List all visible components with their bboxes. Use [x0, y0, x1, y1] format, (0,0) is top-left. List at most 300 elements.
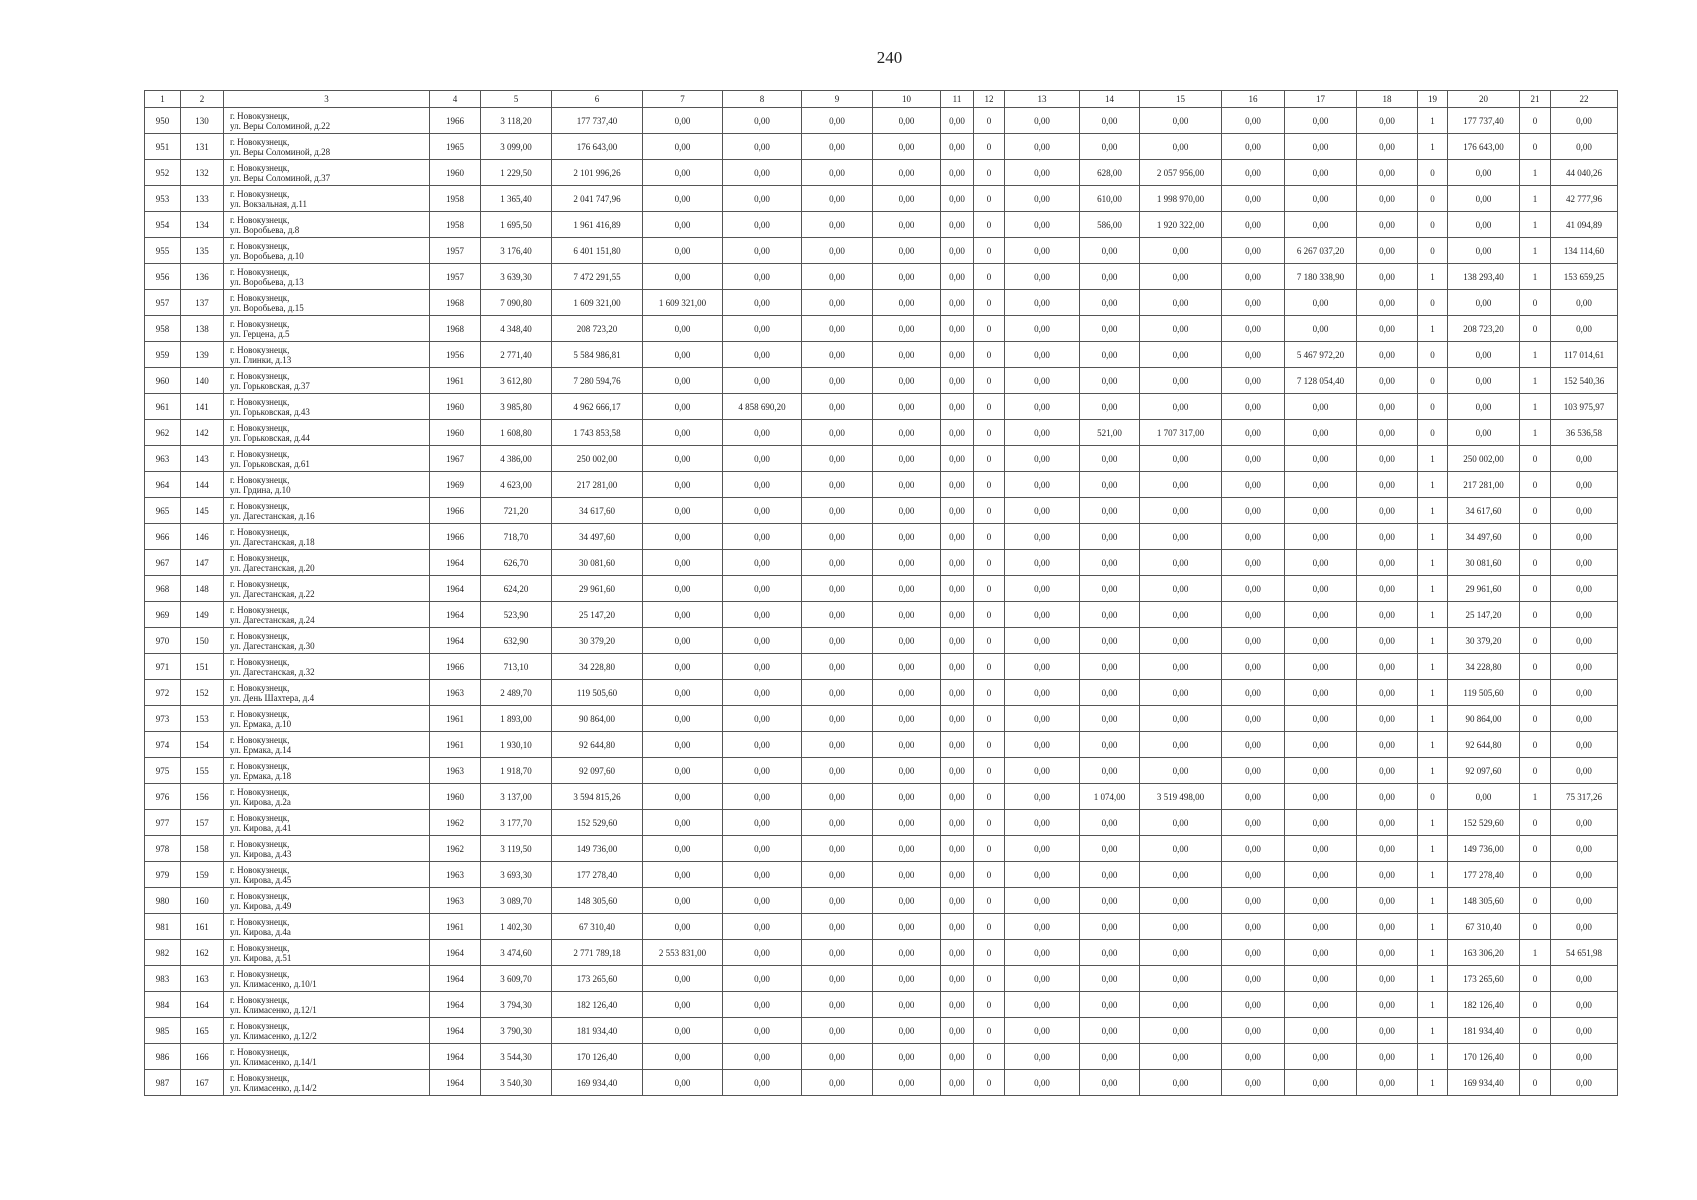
table-cell: 0,00	[1222, 108, 1285, 134]
table-cell: 0,00	[941, 836, 974, 862]
address-city: г. Новокузнецк,	[230, 344, 290, 355]
table-cell: 0,00	[643, 446, 723, 472]
table-cell: 0,00	[723, 186, 802, 212]
address-city: г. Новокузнецк,	[230, 500, 290, 511]
table-cell: 0,00	[1551, 134, 1618, 160]
table-cell: 0,00	[802, 290, 873, 316]
table-cell: 1966	[430, 108, 481, 134]
table-cell: 0,00	[1080, 550, 1140, 576]
table-cell: 0,00	[1285, 940, 1357, 966]
table-cell: 0,00	[723, 550, 802, 576]
table-cell: 0,00	[1551, 472, 1618, 498]
table-cell: 4 858 690,20	[723, 394, 802, 420]
address-cell	[224, 420, 430, 446]
table-cell: 1	[1418, 654, 1448, 680]
table-cell: 1966	[430, 498, 481, 524]
table-cell: 1	[1418, 940, 1448, 966]
table-cell: 1964	[430, 940, 481, 966]
table-row	[145, 368, 1618, 394]
table-cell: 1958	[430, 186, 481, 212]
column-header: 8	[723, 91, 802, 108]
table-cell: 0,00	[1551, 524, 1618, 550]
table-cell: 152 529,60	[552, 810, 643, 836]
table-cell: 1964	[430, 1070, 481, 1096]
table-cell: 0,00	[1005, 784, 1080, 810]
table-cell: 1 893,00	[481, 706, 552, 732]
table-cell: 0,00	[643, 810, 723, 836]
table-cell: 0,00	[802, 316, 873, 342]
table-cell: 1	[1418, 810, 1448, 836]
table-cell: 0,00	[1551, 836, 1618, 862]
column-header: 21	[1520, 91, 1551, 108]
table-cell: 0,00	[1551, 654, 1618, 680]
table-cell: 0,00	[1080, 290, 1140, 316]
table-cell: 0	[1520, 732, 1551, 758]
address-street: ул. Дагестанская, д.32	[230, 666, 315, 677]
table-cell: 0,00	[723, 732, 802, 758]
table-cell: 0,00	[1222, 524, 1285, 550]
column-header: 7	[643, 91, 723, 108]
table-cell: 0,00	[1357, 758, 1418, 784]
address-city: г. Новокузнецк,	[230, 266, 290, 277]
table-cell: 0,00	[1551, 1018, 1618, 1044]
table-cell: 981	[145, 914, 181, 940]
table-cell: 0,00	[1285, 576, 1357, 602]
table-cell: 0,00	[941, 186, 974, 212]
table-cell: 132	[181, 160, 224, 186]
table-cell: 0,00	[1285, 992, 1357, 1018]
table-cell: 0,00	[1551, 1070, 1618, 1096]
table-cell: 0,00	[873, 1070, 941, 1096]
address-cell	[224, 368, 430, 394]
table-cell: 0	[1520, 602, 1551, 628]
address-street: ул. Веры Соломиной, д.28	[230, 146, 331, 157]
table-cell: 4 962 666,17	[552, 394, 643, 420]
table-cell: 0,00	[643, 134, 723, 160]
table-cell: 0,00	[1140, 628, 1222, 654]
table-cell: 0,00	[723, 836, 802, 862]
address-city: г. Новокузнецк,	[230, 812, 290, 823]
table-cell: 0,00	[1005, 1018, 1080, 1044]
table-cell: 0,00	[723, 316, 802, 342]
address-street: ул. Вокзальная, д.11	[230, 198, 308, 209]
table-cell: 0,00	[802, 810, 873, 836]
table-cell: 0,00	[802, 134, 873, 160]
table-cell: 154	[181, 732, 224, 758]
address-city: г. Новокузнецк,	[230, 968, 290, 979]
table-cell: 0,00	[802, 628, 873, 654]
address-city: г. Новокузнецк,	[230, 552, 290, 563]
table-cell: 0,00	[1448, 212, 1520, 238]
table-cell: 0,00	[802, 784, 873, 810]
table-row	[145, 420, 1618, 446]
table-cell: 1	[1520, 160, 1551, 186]
table-cell: 0,00	[643, 602, 723, 628]
table-cell: 0	[974, 420, 1005, 446]
table-cell: 0,00	[941, 368, 974, 394]
table-cell: 1961	[430, 706, 481, 732]
address-city: г. Новокузнецк,	[230, 604, 290, 615]
table-cell: 0,00	[1140, 810, 1222, 836]
table-cell: 0,00	[723, 992, 802, 1018]
table-cell: 0,00	[1222, 550, 1285, 576]
table-cell: 0,00	[1222, 368, 1285, 394]
table-cell: 3 118,20	[481, 108, 552, 134]
address-street: ул. Дагестанская, д.24	[230, 614, 315, 625]
table-cell: 0,00	[941, 550, 974, 576]
column-header: 1	[145, 91, 181, 108]
table-row	[145, 1044, 1618, 1070]
table-cell: 0,00	[1080, 888, 1140, 914]
table-cell: 0,00	[873, 836, 941, 862]
table-cell: 0,00	[941, 160, 974, 186]
table-cell: 1	[1418, 628, 1448, 654]
table-cell: 0,00	[1005, 1070, 1080, 1096]
table-cell: 150	[181, 628, 224, 654]
table-cell: 0,00	[802, 368, 873, 394]
table-cell: 0,00	[802, 1044, 873, 1070]
address-street: ул. День Шахтера, д.4	[230, 692, 315, 703]
table-cell: 0,00	[873, 966, 941, 992]
table-cell: 0	[1520, 810, 1551, 836]
table-cell: 0,00	[1357, 134, 1418, 160]
table-cell: 0,00	[1551, 498, 1618, 524]
table-cell: 0,00	[1080, 680, 1140, 706]
table-cell: 0,00	[1357, 212, 1418, 238]
table-cell: 0,00	[1222, 836, 1285, 862]
table-cell: 0,00	[1080, 524, 1140, 550]
table-cell: 0,00	[1285, 160, 1357, 186]
table-cell: 1 961 416,89	[552, 212, 643, 238]
table-cell: 977	[145, 810, 181, 836]
table-cell: 0,00	[1357, 836, 1418, 862]
table-cell: 0	[1520, 1044, 1551, 1070]
table-cell: 0,00	[873, 758, 941, 784]
table-cell: 0,00	[1080, 108, 1140, 134]
table-cell: 624,20	[481, 576, 552, 602]
table-cell: 0,00	[1357, 160, 1418, 186]
table-cell: 0	[1418, 160, 1448, 186]
table-cell: 0,00	[1448, 368, 1520, 394]
address-cell	[224, 186, 430, 212]
table-cell: 0	[974, 186, 1005, 212]
table-cell: 146	[181, 524, 224, 550]
table-cell: 0,00	[643, 420, 723, 446]
table-cell: 0,00	[1222, 186, 1285, 212]
table-cell: 0,00	[802, 602, 873, 628]
address-cell	[224, 134, 430, 160]
table-cell: 0,00	[873, 186, 941, 212]
table-row	[145, 290, 1618, 316]
table-cell: 0,00	[1140, 654, 1222, 680]
table-cell: 0,00	[1080, 732, 1140, 758]
table-cell: 1	[1418, 498, 1448, 524]
table-cell: 0,00	[643, 680, 723, 706]
table-cell: 969	[145, 602, 181, 628]
table-cell: 1958	[430, 212, 481, 238]
table-cell: 3 693,30	[481, 862, 552, 888]
table-cell: 0,00	[723, 706, 802, 732]
address-city: г. Новокузнецк,	[230, 890, 290, 901]
table-cell: 952	[145, 160, 181, 186]
table-cell: 34 228,80	[552, 654, 643, 680]
table-cell: 3 790,30	[481, 1018, 552, 1044]
table-cell: 0,00	[802, 472, 873, 498]
table-cell: 0,00	[1222, 706, 1285, 732]
table-cell: 0,00	[1357, 290, 1418, 316]
address-cell	[224, 992, 430, 1018]
table-cell: 0,00	[1285, 1044, 1357, 1070]
table-cell: 0	[974, 290, 1005, 316]
table-cell: 0	[974, 888, 1005, 914]
table-cell: 0,00	[1357, 1018, 1418, 1044]
table-cell: 1964	[430, 992, 481, 1018]
address-city: г. Новокузнецк,	[230, 1046, 290, 1057]
table-cell: 0,00	[1005, 550, 1080, 576]
table-cell: 119 505,60	[552, 680, 643, 706]
table-cell: 0,00	[1005, 316, 1080, 342]
table-cell: 0,00	[1357, 550, 1418, 576]
table-cell: 0,00	[1222, 264, 1285, 290]
table-cell: 0	[974, 316, 1005, 342]
table-cell: 0	[974, 1070, 1005, 1096]
table-cell: 0,00	[1005, 914, 1080, 940]
table-cell: 0,00	[873, 550, 941, 576]
table-cell: 0,00	[873, 472, 941, 498]
table-cell: 34 497,60	[1448, 524, 1520, 550]
table-cell: 0,00	[941, 316, 974, 342]
column-header: 10	[873, 91, 941, 108]
table-cell: 1960	[430, 420, 481, 446]
table-cell: 0,00	[1357, 394, 1418, 420]
table-cell: 0,00	[643, 1018, 723, 1044]
table-cell: 0	[974, 706, 1005, 732]
table-cell: 134 114,60	[1551, 238, 1618, 264]
table-cell: 1962	[430, 810, 481, 836]
table-cell: 0,00	[802, 238, 873, 264]
address-city: г. Новокузнецк,	[230, 370, 290, 381]
table-cell: 0,00	[1285, 446, 1357, 472]
table-cell: 961	[145, 394, 181, 420]
table-cell: 0,00	[1285, 732, 1357, 758]
table-cell: 0,00	[723, 1070, 802, 1096]
table-cell: 166	[181, 1044, 224, 1070]
table-cell: 0,00	[1080, 394, 1140, 420]
table-cell: 0,00	[1357, 784, 1418, 810]
table-cell: 0,00	[1551, 1044, 1618, 1070]
table-cell: 0	[974, 238, 1005, 264]
table-cell: 0	[974, 732, 1005, 758]
table-cell: 0,00	[1005, 394, 1080, 420]
table-cell: 0,00	[941, 134, 974, 160]
table-cell: 0,00	[802, 498, 873, 524]
table-cell: 632,90	[481, 628, 552, 654]
table-cell: 0,00	[723, 862, 802, 888]
table-cell: 169 934,40	[552, 1070, 643, 1096]
table-cell: 164	[181, 992, 224, 1018]
table-cell: 1	[1418, 472, 1448, 498]
table-cell: 0	[1520, 576, 1551, 602]
address-street: ул. Дагестанская, д.16	[230, 510, 315, 521]
table-cell: 0,00	[941, 784, 974, 810]
table-cell: 0,00	[1551, 108, 1618, 134]
table-cell: 0,00	[1080, 1044, 1140, 1070]
table-cell: 3 137,00	[481, 784, 552, 810]
table-cell: 983	[145, 966, 181, 992]
address-cell	[224, 706, 430, 732]
address-street: ул. Кирова, д.45	[230, 874, 292, 885]
table-cell: 34 617,60	[552, 498, 643, 524]
column-header: 11	[941, 91, 974, 108]
table-cell: 1 609 321,00	[643, 290, 723, 316]
address-street: ул. Климасенко, д.14/2	[230, 1082, 317, 1093]
table-cell: 0	[974, 342, 1005, 368]
table-cell: 0	[1418, 290, 1448, 316]
table-cell: 0,00	[1140, 1044, 1222, 1070]
table-cell: 1	[1418, 316, 1448, 342]
table-cell: 1	[1418, 888, 1448, 914]
table-cell: 0,00	[802, 186, 873, 212]
table-cell: 0,00	[941, 992, 974, 1018]
table-cell: 0	[974, 940, 1005, 966]
table-cell: 3 794,30	[481, 992, 552, 1018]
table-cell: 0,00	[643, 914, 723, 940]
table-cell: 0,00	[802, 940, 873, 966]
table-cell: 0,00	[643, 368, 723, 394]
page-number: 240	[876, 48, 903, 67]
table-cell: 0,00	[723, 108, 802, 134]
table-cell: 0,00	[1357, 368, 1418, 394]
table-cell: 0,00	[1140, 732, 1222, 758]
table-cell: 44 040,26	[1551, 160, 1618, 186]
table-cell: 4 623,00	[481, 472, 552, 498]
table-cell: 0,00	[643, 238, 723, 264]
table-cell: 159	[181, 862, 224, 888]
table-cell: 0,00	[802, 680, 873, 706]
table-cell: 1	[1520, 186, 1551, 212]
table-cell: 0,00	[1140, 706, 1222, 732]
table-cell: 0	[1520, 966, 1551, 992]
column-header: 22	[1551, 91, 1618, 108]
table-cell: 163 306,20	[1448, 940, 1520, 966]
table-cell: 0,00	[1448, 186, 1520, 212]
table-cell: 0,00	[1222, 160, 1285, 186]
table-cell: 138	[181, 316, 224, 342]
table-cell: 136	[181, 264, 224, 290]
table-cell: 0	[1418, 420, 1448, 446]
table-cell: 0,00	[1005, 888, 1080, 914]
table-cell: 957	[145, 290, 181, 316]
table-cell: 0,00	[1005, 810, 1080, 836]
table-cell: 0,00	[1285, 680, 1357, 706]
address-street: ул. Дагестанская, д.18	[230, 536, 315, 547]
table-cell: 0,00	[1222, 680, 1285, 706]
table-row	[145, 784, 1618, 810]
table-row	[145, 810, 1618, 836]
table-cell: 973	[145, 706, 181, 732]
table-cell: 0,00	[723, 134, 802, 160]
table-cell: 0	[974, 628, 1005, 654]
column-header: 18	[1357, 91, 1418, 108]
table-cell: 972	[145, 680, 181, 706]
table-row	[145, 342, 1618, 368]
table-cell: 0,00	[873, 420, 941, 446]
table-cell: 0,00	[1140, 342, 1222, 368]
table-cell: 0	[1520, 914, 1551, 940]
table-cell: 5 467 972,20	[1285, 342, 1357, 368]
table-cell: 955	[145, 238, 181, 264]
table-cell: 0,00	[723, 1018, 802, 1044]
table-cell: 0,00	[1357, 576, 1418, 602]
table-cell: 0,00	[723, 680, 802, 706]
table-row	[145, 914, 1618, 940]
table-cell: 0,00	[802, 914, 873, 940]
table-cell: 0,00	[1140, 316, 1222, 342]
column-header: 15	[1140, 91, 1222, 108]
table-cell: 165	[181, 1018, 224, 1044]
address-cell	[224, 498, 430, 524]
table-cell: 0,00	[723, 810, 802, 836]
table-cell: 25 147,20	[1448, 602, 1520, 628]
address-cell	[224, 732, 430, 758]
table-cell: 139	[181, 342, 224, 368]
address-city: г. Новокузнецк,	[230, 994, 290, 1005]
table-cell: 0,00	[873, 160, 941, 186]
table-cell: 0,00	[723, 212, 802, 238]
table-cell: 2 101 996,26	[552, 160, 643, 186]
table-cell: 0,00	[1551, 706, 1618, 732]
address-cell	[224, 342, 430, 368]
table-cell: 67 310,40	[1448, 914, 1520, 940]
table-cell: 0,00	[723, 914, 802, 940]
address-cell	[224, 888, 430, 914]
table-cell: 1	[1418, 914, 1448, 940]
table-cell: 177 278,40	[1448, 862, 1520, 888]
table-cell: 92 644,80	[552, 732, 643, 758]
table-cell: 0,00	[1285, 550, 1357, 576]
table-cell: 0,00	[1005, 940, 1080, 966]
column-header: 17	[1285, 91, 1357, 108]
table-cell: 0,00	[802, 888, 873, 914]
table-cell: 0,00	[1005, 706, 1080, 732]
table-cell: 170 126,40	[1448, 1044, 1520, 1070]
table-cell: 721,20	[481, 498, 552, 524]
table-cell: 0,00	[1285, 966, 1357, 992]
table-cell: 0,00	[873, 212, 941, 238]
table-cell: 0,00	[643, 654, 723, 680]
address-city: г. Новокузнецк,	[230, 630, 290, 641]
table-cell: 0,00	[1285, 628, 1357, 654]
table-cell: 1	[1418, 602, 1448, 628]
table-cell: 75 317,26	[1551, 784, 1618, 810]
table-cell: 0,00	[941, 1044, 974, 1070]
table-cell: 0	[1520, 550, 1551, 576]
table-cell: 0	[1520, 290, 1551, 316]
address-street: ул. Ермака, д.10	[230, 718, 292, 729]
table-cell: 2 771,40	[481, 342, 552, 368]
address-cell	[224, 1070, 430, 1096]
table-cell: 0,00	[1005, 134, 1080, 160]
table-cell: 149 736,00	[552, 836, 643, 862]
table-cell: 0,00	[1222, 498, 1285, 524]
table-cell: 0,00	[873, 134, 941, 160]
table-cell: 0,00	[873, 1044, 941, 1070]
table-cell: 1	[1418, 758, 1448, 784]
table-cell: 0,00	[643, 550, 723, 576]
table-cell: 0,00	[1357, 888, 1418, 914]
table-cell: 0,00	[643, 212, 723, 238]
table-cell: 0,00	[643, 576, 723, 602]
